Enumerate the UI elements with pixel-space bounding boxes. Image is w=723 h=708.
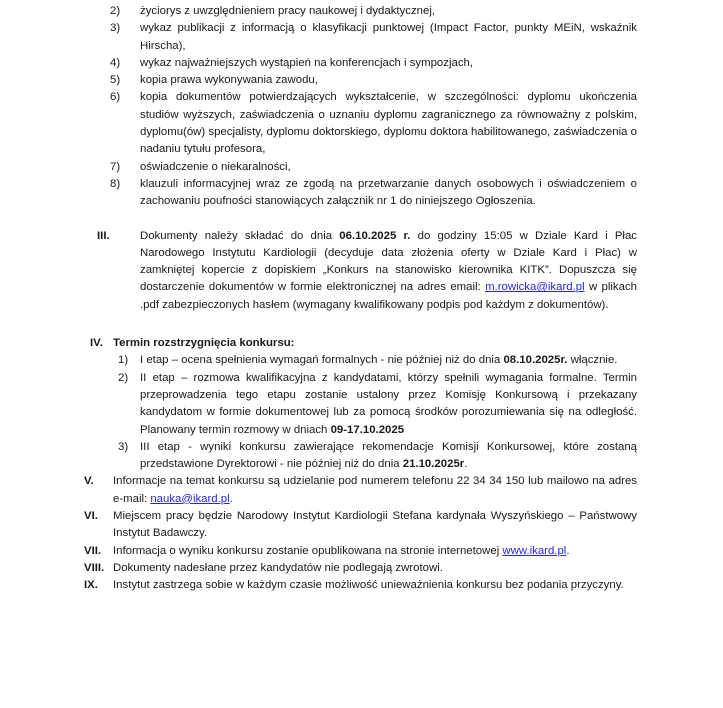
- item-text: [140, 72, 637, 89]
- attachment-item-7: [110, 159, 637, 176]
- stage-item-2: [118, 370, 637, 439]
- item-text: [140, 439, 637, 474]
- text-segment: życiorys z uwzględnieniem pracy naukowej i dydaktycznej,: [140, 5, 436, 17]
- item-text: [140, 89, 637, 158]
- text-segment: oświadczenie o niekaralności,: [140, 160, 291, 173]
- email-link-mrowicka[interactable]: m.rowicka@ikard.pl: [485, 281, 585, 294]
- text-segment: .: [229, 492, 233, 505]
- item-marker: 5): [110, 74, 121, 87]
- email-link-nauka[interactable]: nauka@ikard.pl: [150, 492, 230, 505]
- text-segment: 06.10.2025 r.: [339, 229, 411, 242]
- attachment-item-4: [110, 55, 637, 72]
- item-marker: VIII.: [84, 561, 105, 574]
- item-text: [113, 577, 637, 594]
- item-marker: VII.: [84, 544, 102, 557]
- text-segment: Instytut zastrzega sobie w każdym czasie możliwość unieważnienia konkursu bez podania przyczyny.: [113, 579, 624, 592]
- text-segment: kopia dokumentów potwierdzających wykształcenie, w szczególności: dyplomu ukończenia studiów wyższych, zaświadczenia o uznaniu dyplomu zagranicznego za równoważny z polskim, dyplomu(ów) specjalisty, dyplomu doktorskiego, dyplomu doktora habilitowanego, zaświadczenia o nadaniu tytułu profesora,: [140, 91, 637, 156]
- item-text: [140, 55, 637, 72]
- item-marker: VI.: [84, 510, 98, 523]
- item-marker: 3): [118, 440, 129, 453]
- item-marker: 4): [110, 56, 121, 69]
- item-text: [140, 159, 637, 176]
- text-segment: III etap - wyniki konkursu zawierające rekomendacje Komisji Konkursowej, które zostaną przedstawione Dyrektorowi - nie później niż do dnia: [140, 440, 637, 471]
- item-marker: 7): [110, 160, 121, 173]
- item-marker: IX.: [84, 579, 98, 592]
- text-segment: do godziny 15:05 w Dziale Kard i Płac Narodowego Instytutu Kardiologii (decyduje data złożenia oferty w Dziale Kard i Płac) w zamkniętej kopercie z dopiskiem „Konkurs na stanowisko kierownika KITK”. Dopuszcza się dostarczenie dokumentów w formie elektronicznej na adres email:: [140, 229, 637, 294]
- text-segment: Informacje na temat konkursu są udzielanie pod numerem telefonu 22 34 34 150 lub mailowo na adres e-mail:: [113, 475, 637, 505]
- stage-item-3: [118, 439, 637, 474]
- text-segment: Termin rozstrzygnięcia konkursu:: [113, 337, 295, 350]
- text-segment: .: [464, 458, 468, 471]
- item-marker: 6): [110, 91, 121, 104]
- text-segment: wykaz najważniejszych wystąpień na konferencjach i sympozjach,: [140, 56, 474, 69]
- item-text: [140, 352, 637, 369]
- item-marker: 8): [110, 177, 121, 190]
- item-text: [140, 370, 637, 439]
- item-text: [113, 508, 637, 543]
- item-marker: V.: [84, 475, 94, 488]
- attachment-item-8: [110, 176, 637, 211]
- text-segment: klauzuli informacyjnej wraz ze zgodą na przetwarzanie danych osobowych i oświadczeniem o zachowaniu poufności stanowiących załącznik nr 1 do niniejszego Ogłoszenia.: [140, 177, 637, 208]
- item-marker: 2): [118, 371, 129, 384]
- section-v-contact: [84, 473, 637, 508]
- item-text: [113, 335, 637, 352]
- section-vii-results: [84, 543, 637, 560]
- section-viii-no-return: [84, 560, 637, 577]
- item-text: [113, 473, 637, 508]
- item-text: [140, 228, 637, 314]
- item-marker: IV.: [90, 337, 103, 350]
- item-marker: III.: [97, 229, 110, 242]
- attachment-item-5: [110, 72, 637, 89]
- text-segment: 21.10.2025r: [402, 458, 465, 471]
- text-segment: Dokumenty nadesłane przez kandydatów nie podlegają zwrotowi.: [113, 561, 443, 574]
- stage-item-1: [118, 352, 637, 369]
- text-segment: kopia prawa wykonywania zawodu,: [140, 74, 318, 87]
- text-segment: włącznie.: [567, 354, 618, 367]
- item-marker: 3): [110, 22, 121, 35]
- text-segment: Miejscem pracy będzie Narodowy Instytut Kardiologii Stefana kardynała Wyszyńskiego – Państwowy Instytut Badawczy.: [113, 510, 637, 540]
- text-segment: Dokumenty należy składać do dnia: [140, 229, 340, 242]
- text-segment: II etap – rozmowa kwalifikacyjna z kandydatami, którzy spełnili wymagania formalne. Termin przeprowadzenia tego etapu zostanie ustalony przez Komisję Konkursową i przekazany kandydatom w formie dokumentowej lub za pomocą środków porozumiewania się na odległość. Planowany termin rozmowy w dniach: [140, 371, 637, 436]
- attachment-item-3: [110, 20, 637, 55]
- website-link-ikard[interactable]: www.ikard.pl: [502, 544, 567, 557]
- attachment-item-2: [110, 3, 637, 20]
- text-segment: w plikach .pdf zabezpieczonych hasłem (wymagany kwalifikowany podpis pod każdym z dokumentów).: [140, 281, 637, 311]
- text-segment: I etap – ocena spełnienia wymagań formalnych - nie później niż do dnia: [140, 354, 504, 367]
- text-segment: wykaz publikacji z informacją o klasyfikacji punktowej (Impact Factor, punkty MEiN, wskaźnik Hirscha),: [140, 22, 637, 52]
- section-vi-workplace: [84, 508, 637, 543]
- item-text: [113, 560, 637, 577]
- item-marker: 1): [118, 354, 129, 367]
- item-text: [113, 543, 637, 560]
- text-segment: 09-17.10.2025: [330, 423, 405, 436]
- text-segment: Informacja o wyniku konkursu zostanie opublikowana na stronie internetowej: [113, 544, 503, 557]
- section-iii-submission: [97, 228, 637, 314]
- section-ix-cancellation: [84, 577, 637, 594]
- text-segment: 08.10.2025r.: [503, 354, 568, 367]
- text-segment: .: [566, 544, 570, 557]
- section-iv-heading: [90, 335, 637, 352]
- item-marker: 2): [110, 5, 121, 17]
- item-text: [140, 176, 637, 211]
- item-text: [140, 3, 637, 20]
- attachment-item-6: [110, 89, 637, 158]
- item-text: [140, 20, 637, 55]
